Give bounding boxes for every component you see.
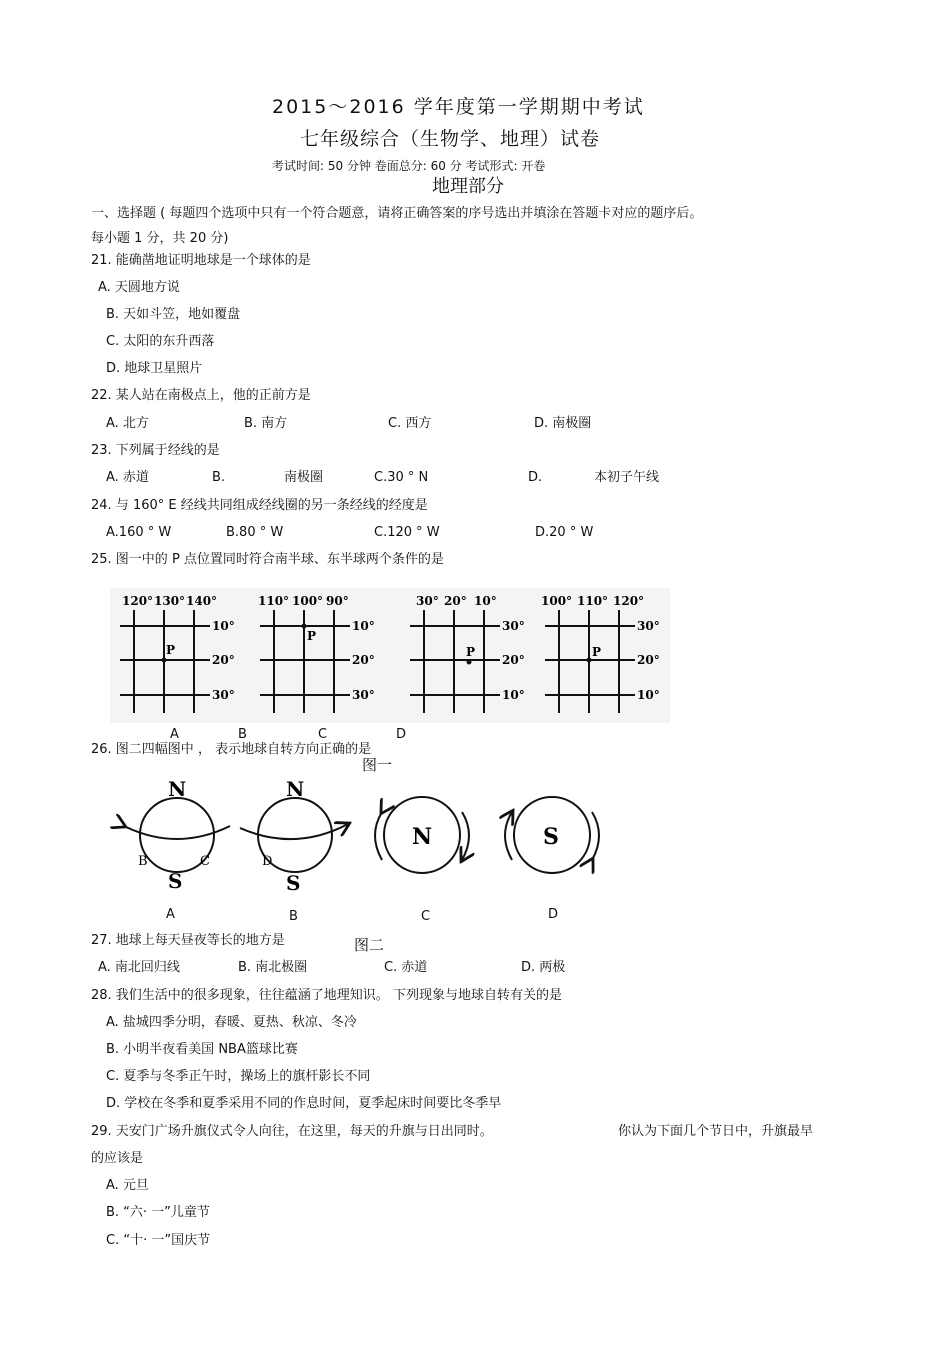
figure-1-grids bbox=[110, 588, 670, 723]
grid-c-right-1: 30° bbox=[502, 619, 525, 633]
fig1-label-b: B bbox=[238, 727, 247, 742]
q22-option-c: C. 西方 bbox=[388, 416, 432, 431]
grid-d-right-1: 30° bbox=[637, 619, 660, 633]
section-title: 地理部分 bbox=[432, 176, 504, 197]
q29-stem-2: 的应该是 bbox=[91, 1151, 144, 1166]
q27-stem: 27. 地球上每天昼夜等长的地方是 bbox=[91, 933, 285, 948]
grid-c-point-label: P bbox=[466, 645, 476, 659]
grid-d-right-3: 10° bbox=[637, 688, 660, 702]
fig2-caption: 图二 bbox=[354, 936, 385, 954]
q29-option-b: B. “六· 一”儿童节 bbox=[106, 1205, 210, 1220]
polar-view-c-label: N bbox=[412, 824, 433, 850]
q27-option-c: C. 赤道 bbox=[384, 960, 428, 975]
globe-b-north: N bbox=[286, 777, 305, 801]
q28-option-a: A. 盐城四季分明，春暖、夏热、秋凉、冬冷 bbox=[106, 1015, 357, 1030]
grid-c-right-2: 20° bbox=[502, 653, 525, 667]
fig2-label-a: A bbox=[166, 907, 175, 922]
fig2-label-b: B bbox=[289, 909, 298, 924]
q24-stem: 24. 与 160° E 经线共同组成经线圈的另一条经线的经度是 bbox=[91, 498, 428, 513]
grid-a-right-2: 20° bbox=[212, 653, 235, 667]
globe-a-point-c: C bbox=[200, 854, 210, 869]
grid-b-right-1: 10° bbox=[352, 619, 375, 633]
grid-d-point bbox=[587, 658, 592, 663]
grid-b-point bbox=[302, 624, 307, 629]
q27-option-a: A. 南北回归线 bbox=[98, 960, 180, 975]
q22-option-b: B. 南方 bbox=[244, 416, 288, 431]
q21-option-b: B. 天如斗笠，地如覆盘 bbox=[106, 307, 241, 322]
q29-stem-1: 29. 天安门广场升旗仪式令人向往，在这里，每天的升旗与日出同时。 bbox=[91, 1124, 493, 1139]
q25-stem: 25. 图一中的 P 点位置同时符合南半球、东半球两个条件的是 bbox=[91, 552, 444, 567]
q23-option-b-text: 南极圈 bbox=[284, 470, 324, 485]
q29-option-c: C. “十· 一”国庆节 bbox=[106, 1233, 211, 1248]
polar-view-d-label: S bbox=[543, 824, 559, 850]
q28-stem: 28. 我们生活中的很多现象，往往蕴涵了地理知识。 下列现象与地球自转有关的是 bbox=[91, 988, 562, 1003]
globe-b-point-d: D bbox=[262, 854, 273, 869]
grid-d-top-3: 120° bbox=[613, 594, 645, 608]
grid-a-right-1: 10° bbox=[212, 619, 235, 633]
exam-meta: 考试时间: 50 分钟 卷面总分: 60 分 考试形式: 开卷 bbox=[272, 159, 546, 173]
globe-b bbox=[240, 798, 348, 872]
q21-option-c: C. 太阳的东升西落 bbox=[106, 334, 215, 349]
grid-a-point-label: P bbox=[166, 643, 176, 657]
q22-stem: 22. 某人站在南极点上，他的正前方是 bbox=[91, 388, 311, 403]
grid-d-right-2: 20° bbox=[637, 653, 660, 667]
grid-c-point bbox=[467, 660, 472, 665]
grid-d-top-1: 100° bbox=[541, 594, 573, 608]
q23-stem: 23. 下列属于经线的是 bbox=[91, 443, 220, 458]
q23-option-d-text: 本初子午线 bbox=[594, 470, 660, 485]
q21-option-a: A. 天圆地方说 bbox=[98, 280, 180, 295]
grid-b-top-1: 110° bbox=[258, 594, 290, 608]
grid-a-point bbox=[162, 658, 167, 663]
grid-b-right-2: 20° bbox=[352, 653, 375, 667]
q26-stem: 26. 图二四幅图中 ， 表示地球自转方向正确的是 bbox=[91, 742, 372, 757]
exam-subtitle: 七年级综合（生物学、地理）试卷 bbox=[300, 128, 601, 150]
grid-a-top-3: 140° bbox=[186, 594, 218, 608]
q29-stem-1b: 你认为下面几个节日中，升旗最早 bbox=[618, 1124, 814, 1139]
grid-b-right-3: 30° bbox=[352, 688, 375, 702]
q24-option-c: C.120 ° W bbox=[374, 525, 440, 540]
q27-option-b: B. 南北极圈 bbox=[238, 960, 308, 975]
q23-option-c: C.30 ° N bbox=[374, 470, 429, 485]
globe-b-south: S bbox=[286, 871, 301, 895]
globe-a-point-b: B bbox=[138, 854, 148, 869]
grid-c-top-3: 10° bbox=[474, 594, 497, 608]
grid-c-top-1: 30° bbox=[416, 594, 439, 608]
fig1-label-c: C bbox=[318, 727, 328, 742]
grid-a-top-1: 120° bbox=[122, 594, 154, 608]
fig1-caption: 图一 bbox=[362, 756, 393, 774]
grid-a-top-2: 130° bbox=[154, 594, 186, 608]
exam-title: 2015～2016 学年度第一学期期中考试 bbox=[272, 96, 645, 118]
figure-2-rotation bbox=[110, 772, 620, 902]
grid-d-point-label: P bbox=[592, 645, 602, 659]
q29-option-a: A. 元旦 bbox=[106, 1178, 149, 1193]
fig2-label-c: C bbox=[421, 909, 431, 924]
q28-option-d: D. 学校在冬季和夏季采用不同的作息时间，夏季起床时间要比冬季早 bbox=[106, 1096, 502, 1111]
grid-c-right-3: 10° bbox=[502, 688, 525, 702]
q22-option-a: A. 北方 bbox=[106, 416, 149, 431]
q23-option-a: A. 赤道 bbox=[106, 470, 149, 485]
grid-b-top-3: 90° bbox=[326, 594, 349, 608]
q21-option-d: D. 地球卫星照片 bbox=[106, 361, 203, 376]
grid-d-top-2: 110° bbox=[577, 594, 609, 608]
globe-a-south: S bbox=[168, 869, 183, 893]
fig1-label-a: A bbox=[170, 727, 179, 742]
q28-option-b: B. 小明半夜看美国 NBA篮球比赛 bbox=[106, 1042, 298, 1057]
q23-option-b: B. bbox=[212, 470, 226, 485]
grid-a-right-3: 30° bbox=[212, 688, 235, 702]
q23-option-d: D. bbox=[528, 470, 543, 485]
globe-a-north: N bbox=[168, 777, 187, 801]
instructions-line1: 一、选择题 ( 每题四个选项中只有一个符合题意，请将正确答案的序号选出并填涂在答题卡对应的题序后。 bbox=[91, 206, 703, 221]
grid-b-top-2: 100° bbox=[292, 594, 324, 608]
q24-option-b: B.80 ° W bbox=[226, 525, 284, 540]
q28-option-c: C. 夏季与冬季正午时，操场上的旗杆影长不同 bbox=[106, 1069, 371, 1084]
q27-option-d: D. 两极 bbox=[521, 960, 566, 975]
grid-c-top-2: 20° bbox=[444, 594, 467, 608]
fig1-label-d: D bbox=[396, 727, 407, 742]
q24-option-a: A.160 ° W bbox=[106, 525, 172, 540]
fig2-label-d: D bbox=[548, 907, 559, 922]
q24-option-d: D.20 ° W bbox=[535, 525, 594, 540]
instructions-line2: 每小题 1 分，共 20 分) bbox=[91, 231, 229, 246]
q21-stem: 21. 能确凿地证明地球是一个球体的是 bbox=[91, 253, 311, 268]
grid-b-point-label: P bbox=[307, 629, 317, 643]
q22-option-d: D. 南极圈 bbox=[534, 416, 592, 431]
